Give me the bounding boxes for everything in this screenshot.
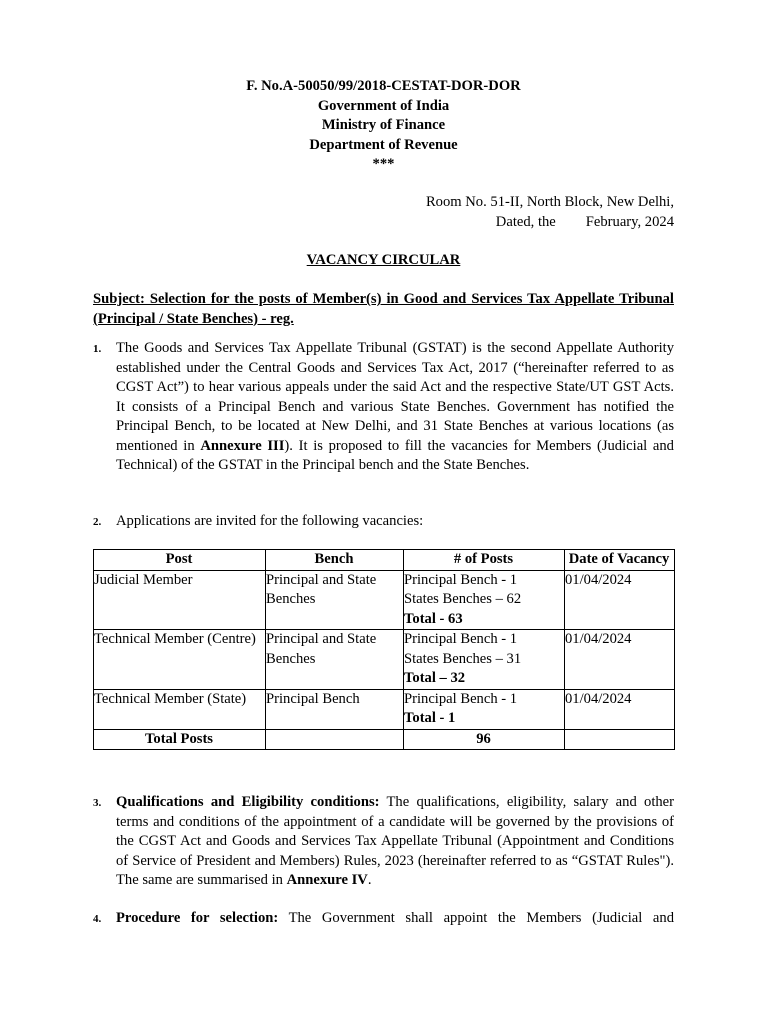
posts-principal: Principal Bench - 1 [404,571,518,588]
paragraph-number: 3. [93,797,102,809]
subject-line: Subject: Selection for the posts of Member(s) in Good and Services Tax Appellate Tribunal (Principal / State Benches) - reg. [93,291,674,327]
cell-bench: Principal Bench [266,689,404,729]
paragraph-number: 2. [93,516,102,528]
letterhead [93,77,674,175]
posts-states: States Benches – 31 [404,650,522,667]
paragraph-text: . [367,872,372,888]
paragraph-body: Applications are invited for the following vacancies: [116,513,424,529]
table-header-row [94,550,675,571]
paragraph-text: The qualifications, eligibility, salary and other terms and conditions of the appointment of a candidate will be governed by the provisions of the CGST Act and Goods and Services Tax Appellate Tribunal (Appointment and Conditions of Service of President and Members) Rules, 2023 (hereinafter referred to as “GSTAT Rules"). The same are summarised in [116,794,675,888]
total-label: Total Posts [94,729,266,750]
column-header-date: Date of Vacancy [565,550,675,571]
posts-total: Total - 1 [404,710,456,726]
column-header-bench: Bench [266,550,404,571]
dated-label: Dated, the [495,213,556,230]
empty-cell [565,729,675,750]
cell-posts [404,689,565,729]
cell-posts [404,570,565,630]
paragraph-body [116,793,674,891]
posts-states: States Benches – 62 [404,591,522,607]
table-row [94,689,675,729]
cell-post: Technical Member (Centre) [94,630,266,690]
department-line: Department of Revenue [309,136,458,153]
posts-total: Total - 63 [404,610,463,627]
paragraph-1 [93,339,674,476]
posts-principal: Principal Bench - 1 [404,631,518,647]
paragraph-4 [93,909,674,929]
vacancy-table [93,549,675,750]
annexure-ref: Annexure III [200,437,285,454]
cell-posts [404,630,565,690]
column-header-post: Post [94,550,266,571]
column-header-posts: # of Posts [404,550,565,571]
table-total-row [94,729,675,750]
paragraph-text: The Government shall appoint the Members (Judicial and [278,910,675,926]
paragraph-body [116,339,674,476]
paragraph-3 [93,793,674,891]
paragraph-text: ). It is proposed to fill the vacancies for Members (Judicial and Technical) of the GSTAT in the Principal bench and the State Benches. [116,437,674,473]
circular-title: VACANCY CIRCULAR [306,252,461,268]
paragraph-body [116,909,674,929]
dated-value: February, 2024 [585,213,674,230]
cell-bench: Principal and State Benches [266,630,404,690]
paragraph-heading: Qualifications and Eligibility conditions: [116,794,380,810]
cell-date: 01/04/2024 [565,689,675,729]
room-address: Room No. 51-II, North Block, New Delhi, [425,194,674,210]
table-row [94,630,675,690]
cell-post: Judicial Member [94,570,266,630]
posts-principal: Principal Bench - 1 [404,690,518,707]
cell-date: 01/04/2024 [565,570,675,630]
paragraph-number: 1. [93,343,102,355]
file-number: F. No.A-50050/99/2018-CESTAT-DOR-DOR [246,78,521,94]
separator-stars: *** [372,156,395,172]
address-block [426,193,674,232]
empty-cell [266,729,404,750]
annexure-ref: Annexure IV [286,872,368,888]
paragraph-heading: Procedure for selection: [116,910,279,926]
ministry-line: Ministry of Finance [321,117,446,133]
posts-total: Total – 32 [404,670,466,686]
government-line: Government of India [317,97,450,114]
cell-post: Technical Member (State) [94,689,266,729]
paragraph-text: The Goods and Services Tax Appellate Tribunal (GSTAT) is the second Appellate Authority established under the Central Goods and Services Tax Act, 2017 (“hereinafter referred to as CGST Act”) to hear various appeals under the said Act and the respective State/UT GST Acts. It consists of a Principal Bench and various State Benches. Government has notified the Principal Bench, to be located at New Delhi, and 31 State Benches at various locations (as mentioned in [116,340,674,454]
cell-bench: Principal and State Benches [266,570,404,630]
table-row [94,570,675,630]
paragraph-2 [93,512,674,532]
total-value: 96 [404,729,565,750]
paragraph-number: 4. [93,913,102,925]
date-line [426,213,674,233]
cell-date: 01/04/2024 [565,630,675,690]
